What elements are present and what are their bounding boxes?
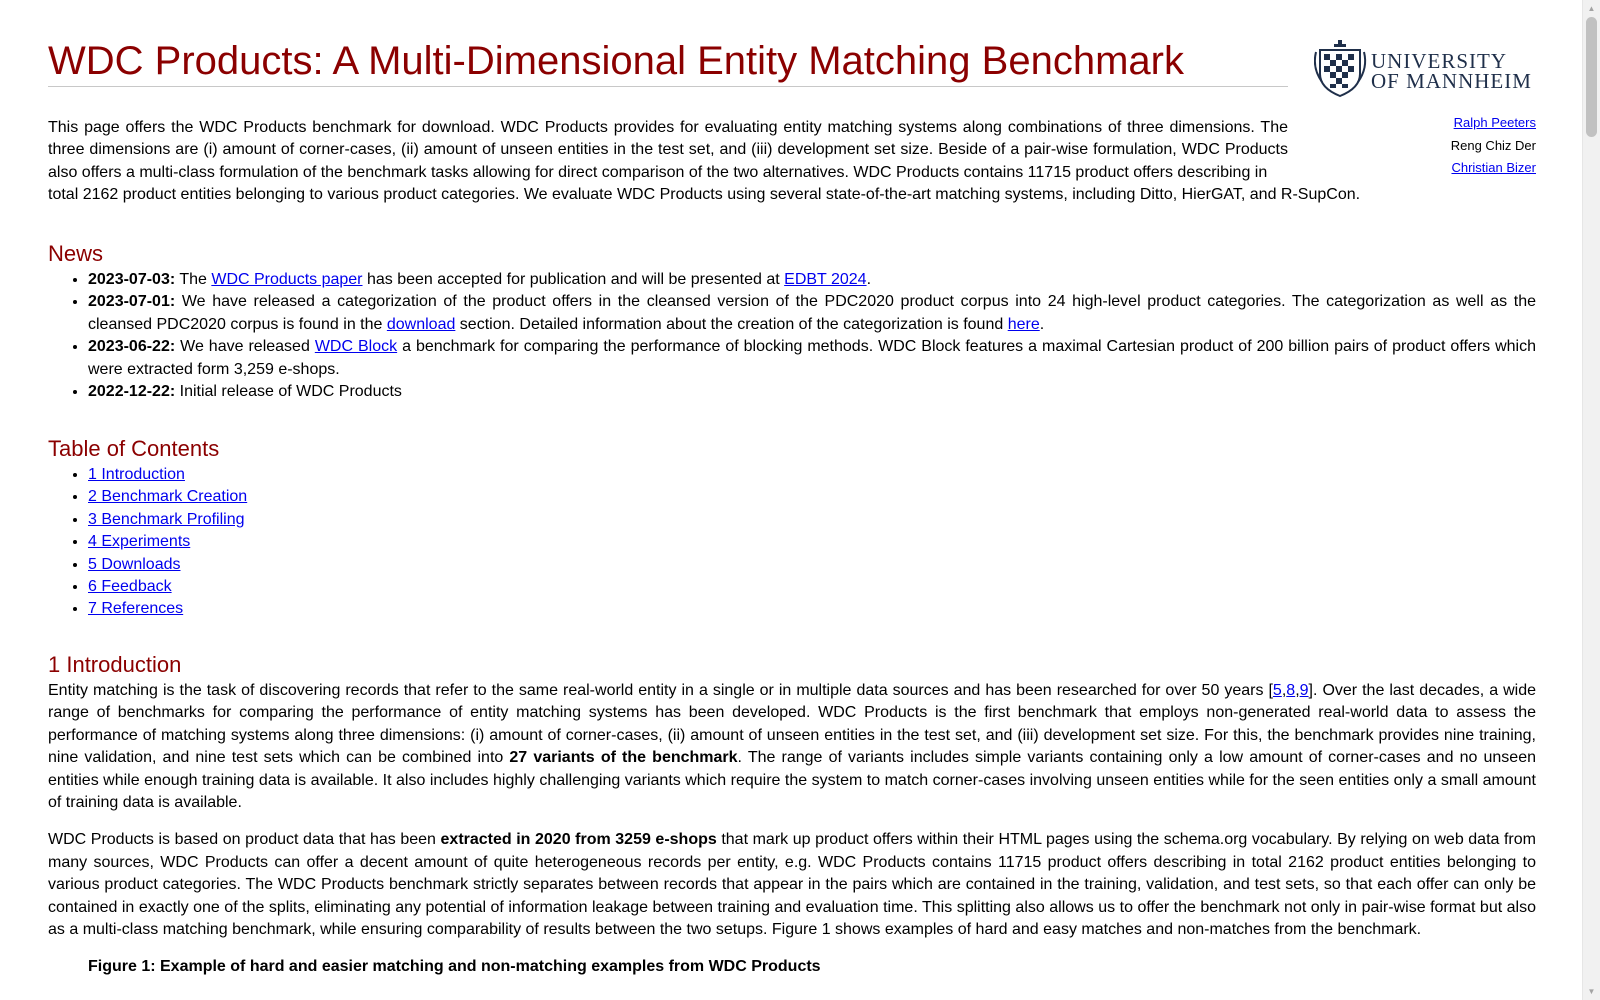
news-text: . <box>1039 315 1045 333</box>
news-date: 2023-07-01: <box>88 293 176 311</box>
news-item <box>88 291 1536 336</box>
intro-paragraph <box>48 117 1361 207</box>
news-text: The <box>175 271 212 288</box>
news-text: section. Detailed information about the creation of the categorization is found <box>455 315 1008 333</box>
author-name: Reng Chiz Der <box>1450 137 1536 153</box>
toc-item <box>88 554 247 576</box>
intro-text-last: total 2162 product entities belonging to various product categories. We evaluate WDC Products using several state-of-the-art matching systems, including Ditto, HierGAT, and R-SupCon. <box>48 186 1361 204</box>
news-link[interactable]: WDC Products paper <box>211 271 363 288</box>
paragraph-text: . The range of variants includes simple variants containing only a low amount of corner-cases and no unseen entities while enough training data is available. It also includes highly challenging variants which require the system to match corner-cases involving unseen entities while for the seen entities only a small amount of training data is available. <box>48 749 1536 812</box>
news-date: 2023-07-03: <box>88 271 176 288</box>
paragraph-text: WDC Products is based on product data that has been <box>48 831 441 849</box>
logo-line1: UNIVERSITY <box>1371 49 1507 73</box>
toc-link-introduction[interactable]: 1 Introduction <box>88 466 185 483</box>
university-crest-icon <box>1314 38 1536 98</box>
news-text: We have released a categorization of the product offers in the cleansed version of the PDC2020 product corpus into 24 high-level product categories. The categorization as well as the cleansed PDC2020 corpus is found in the <box>88 293 1536 333</box>
news-text: has been accepted for publication and will be presented at <box>362 271 785 288</box>
news-text: Initial release of WDC Products <box>175 383 402 401</box>
reference-link[interactable]: 8 <box>1286 682 1296 699</box>
paragraph-text: Entity matching is the task of discovering records that refer to the same real-world entity in a single or in multiple data sources and has been researched for over 50 years [ <box>48 682 1273 699</box>
figure-caption: Figure 1: Example of hard and easier matching and non-matching examples from WDC Products <box>88 958 821 976</box>
introduction-section <box>48 650 1536 978</box>
toc-link-benchmark-creation[interactable]: 2 Benchmark Creation <box>88 488 248 506</box>
scrollbar-thumb[interactable] <box>1586 17 1597 137</box>
scroll-down-icon[interactable]: ▼ <box>1587 987 1596 996</box>
paragraph-text: that mark up product offers within their HTML pages using the schema.org vocabulary. By relying on web data from many sources, WDC Products can offer a decent amount of quite heterogeneous records per entity, e.g. WDC Products contains 11715 product offers describing in total 2162 product entities belonging to various product categories. The WDC Products benchmark strictly separates between records that appear in the pairs which are contained in the training, validation, and test sets, so that each offer can only be contained in exactly one of the splits, eliminating any potential of information leakage between training and evaluation time. This splitting also allows us to offer the benchmark not only in pair-wise format but also as a multi-class matching benchmark, while ensuring comparability of results between the two setups. Figure 1 shows examples of hard and easy matches and non-matches from the benchmark. <box>48 831 1536 939</box>
news-date: 2022-12-22: <box>88 383 176 401</box>
news-link[interactable]: download <box>386 315 456 333</box>
news-date: 2023-06-22: <box>88 338 176 356</box>
page-title: WDC Products: A Multi-Dimensional Entity Matching Benchmark <box>48 38 1288 87</box>
toc-item <box>88 576 247 598</box>
author-list <box>1451 112 1536 180</box>
toc-link-feedback[interactable]: 6 Feedback <box>88 578 172 596</box>
toc-list <box>48 464 247 621</box>
section-heading: 1 Introduction <box>48 652 182 677</box>
news-item <box>88 381 1536 403</box>
toc-link-references[interactable]: 7 References <box>88 600 184 618</box>
reference-link[interactable]: 9 <box>1299 682 1309 699</box>
toc-link-benchmark-profiling[interactable]: 3 Benchmark Profiling <box>88 510 245 528</box>
news-heading: News <box>48 241 104 266</box>
paragraph-bold-text: 27 variants of the benchmark <box>509 749 738 767</box>
news-item <box>88 269 1536 291</box>
news-link[interactable]: WDC Block <box>314 338 398 356</box>
author-link[interactable]: Christian Bizer <box>1451 160 1536 175</box>
toc-heading: Table of Contents <box>48 436 220 461</box>
author-link[interactable]: Ralph Peeters <box>1453 115 1536 130</box>
logo-line2: OF MANNHEIM <box>1371 69 1532 93</box>
toc-item <box>88 464 247 486</box>
university-logo[interactable] <box>1314 38 1536 98</box>
reference-link[interactable]: 5 <box>1272 682 1282 699</box>
paragraph-text: ]. Over the last decades, a wide range of benchmarks for comparing the performance of entity matching systems has been developed. WDC Products is the first benchmark that employs non-generated real-world data to assess the performance of matching systems along three dimensions: (i) amount of corner-cases, (ii) amount of unseen entities in the test set, and (iii) development set size. For this, the benchmark provides nine training, nine validation, and nine test sets which can be combined into <box>48 682 1536 767</box>
news-list <box>48 269 1536 403</box>
scroll-up-icon[interactable]: ▲ <box>1587 4 1596 13</box>
news-section <box>48 239 1536 403</box>
section-paragraph: Entity matching is the task of discovering records that refer to the same real-world entity in a single or in multiple data sources and has been researched for over 50 years [5,8,9]. Over the last decades, a wide range of benchmarks for comparing the performance of entity matching systems has been developed. WDC Products is the first benchmark that employs non-generated real-world data to assess the performance of matching systems along three dimensions: (i) amount of corner-cases, (ii) amount of unseen entities in the test set, and (iii) development set size. For this, the benchmark provides nine training, nine validation, and nine test sets which can be combined into 27 variants of the benchmark. The range of variants includes simple variants containing only a low amount of corner-cases and no unseen entities while enough training data is available. It also includes highly challenging variants which require the system to match corner-cases involving unseen entities while for the seen entities only a small amount of training data is available. <box>48 682 1536 812</box>
toc-link-experiments[interactable]: 4 Experiments <box>88 533 191 551</box>
news-text: We have released <box>175 338 315 356</box>
toc-item <box>88 509 247 531</box>
toc-item <box>88 486 247 508</box>
toc-link-downloads[interactable]: 5 Downloads <box>88 555 181 573</box>
intro-text: This page offers the WDC Products benchmark for download. WDC Products provides for evaluating entity matching systems along combinations of three dimensions. The three dimensions are (i) amount of corner-cases, (ii) amount of unseen entities in the test set, and (iii) development set size. Beside of a pair-wise formulation, WDC Products also offers a multi-class formulation of the benchmark tasks allowing for direct comparison of the two alternatives. WDC Products contains 11715 product offers describing in <box>48 119 1288 181</box>
news-link[interactable]: here <box>1007 315 1040 333</box>
news-text: . <box>866 271 872 288</box>
section-paragraph <box>48 829 1536 941</box>
news-link[interactable]: EDBT 2024 <box>784 271 867 288</box>
toc-item <box>88 598 247 620</box>
vertical-scrollbar[interactable] <box>1582 0 1600 1000</box>
news-item <box>88 336 1536 381</box>
table-of-contents <box>48 434 247 621</box>
toc-item <box>88 531 247 553</box>
news-text: a benchmark for comparing the performance of blocking methods. WDC Block features a maximal Cartesian product of 200 billion pairs of product offers which were extracted form 3,259 e-shops. <box>88 338 1537 378</box>
paragraph-bold-text: extracted in 2020 from 3259 e-shops <box>440 831 717 849</box>
